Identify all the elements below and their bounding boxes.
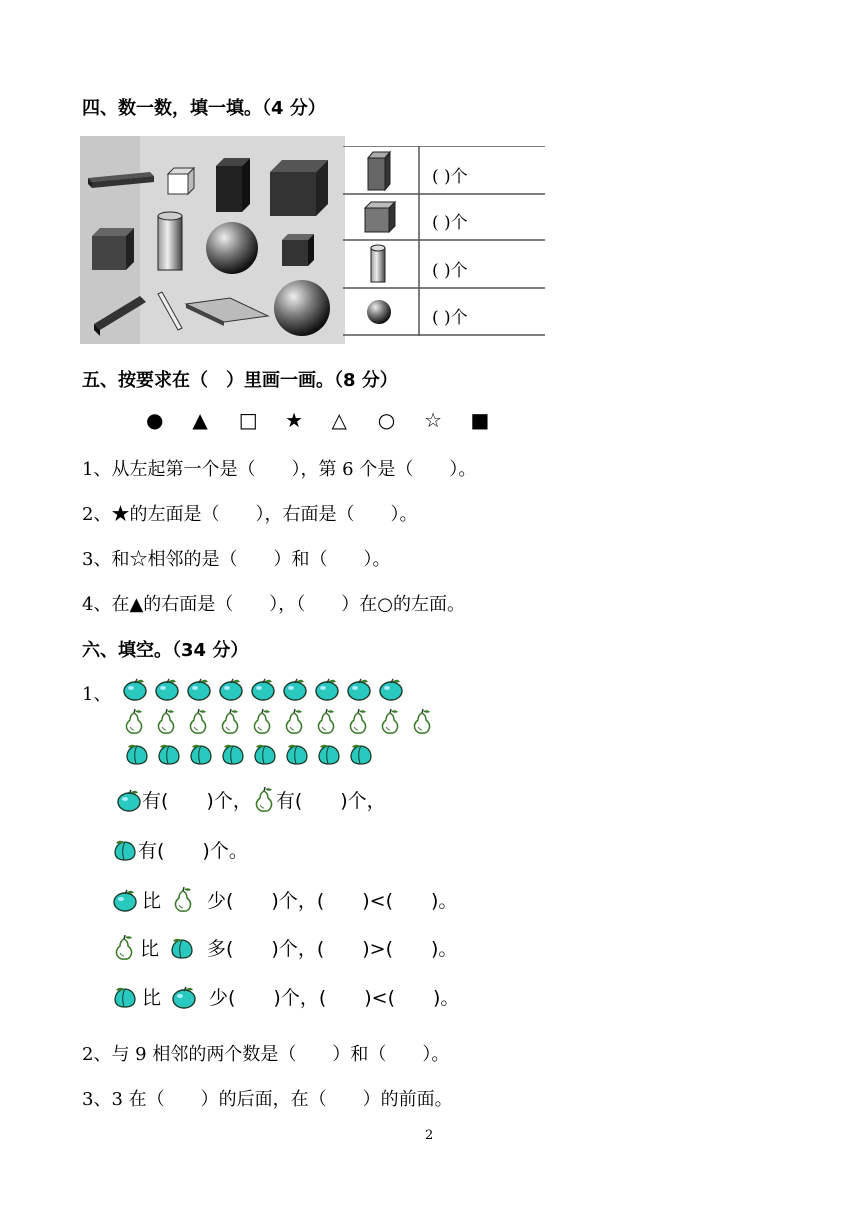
page-number: 2 xyxy=(425,1128,434,1143)
apple-icon xyxy=(122,677,148,705)
question-text: 2、★的左面是（ ），右面是（ ）。 xyxy=(82,504,418,525)
symbol: ☆ xyxy=(424,408,443,432)
pear-icon xyxy=(218,709,244,739)
compare-text[interactable]: 多( )个，( )>( )。 xyxy=(207,938,458,960)
section6-heading: 六、填空。（34 分） xyxy=(82,640,249,661)
pear-icon xyxy=(171,887,195,913)
pear-icon xyxy=(346,709,372,739)
cylinder-icon xyxy=(371,245,385,282)
compare-text[interactable]: 少( )个，( )<( )。 xyxy=(209,987,460,1009)
pear-icon xyxy=(378,709,404,739)
pear-row xyxy=(122,709,436,739)
count-blank[interactable]: ( )个 xyxy=(432,261,468,281)
peach-icon xyxy=(124,743,150,769)
symbol: ▲ xyxy=(192,408,208,432)
peach-icon xyxy=(188,743,214,769)
cuboid-icon xyxy=(368,152,390,190)
compare-line xyxy=(112,886,457,913)
symbol: ■ xyxy=(470,408,490,432)
pear-icon xyxy=(252,787,276,813)
peach-row xyxy=(124,743,374,769)
apple-icon xyxy=(154,677,180,705)
peach-icon xyxy=(156,743,182,769)
fill-text[interactable]: 有( )个， xyxy=(275,790,386,812)
question-text: 3、和☆相邻的是（ ）和（ ）。 xyxy=(82,549,391,570)
pear-icon xyxy=(314,709,340,739)
apple-icon xyxy=(282,677,308,705)
apple-icon xyxy=(250,677,276,705)
question-text: 3、3 在（ ）的后面，在（ ）的前面。 xyxy=(82,1089,453,1110)
symbol-row xyxy=(146,408,511,432)
apple-icon xyxy=(378,677,404,705)
pear-icon xyxy=(282,709,308,739)
peach-icon xyxy=(112,839,138,861)
compare-line xyxy=(112,983,459,1010)
peach-icon xyxy=(220,743,246,769)
apple-icon xyxy=(186,677,212,705)
pear-icon xyxy=(250,709,276,739)
peach-icon xyxy=(348,743,374,769)
count-blank[interactable]: ( )个 xyxy=(432,308,468,328)
symbol: △ xyxy=(331,408,347,432)
question-text: 2、与 9 相邻的两个数是（ ）和（ ）。 xyxy=(82,1044,450,1065)
fill-text[interactable]: 有( )个， xyxy=(142,790,252,812)
pear-icon xyxy=(154,709,180,739)
question-text: 4、在▲的右面是（ ），（ ）在○的左面。 xyxy=(82,594,465,615)
compare-word: 比 xyxy=(142,890,162,912)
section5-heading: 五、按要求在（ ）里画一画。（8 分） xyxy=(82,370,398,391)
fill-line xyxy=(112,836,248,863)
sphere-icon xyxy=(367,300,391,324)
compare-line xyxy=(112,934,457,961)
pear-icon xyxy=(186,709,212,739)
section4-heading: 四、数一数，填一填。（4 分） xyxy=(82,98,326,119)
peach-icon xyxy=(252,743,278,769)
apple-row xyxy=(122,677,404,705)
pear-icon xyxy=(410,709,436,739)
apple-icon xyxy=(112,888,138,912)
symbol: ★ xyxy=(285,408,304,432)
apple-icon xyxy=(346,677,372,705)
apple-icon xyxy=(116,788,142,812)
fill-text[interactable]: 有( )个。 xyxy=(138,840,248,862)
count-blank[interactable]: ( )个 xyxy=(432,167,468,187)
fill-line xyxy=(116,786,386,813)
symbol: ○ xyxy=(377,408,396,432)
pear-icon xyxy=(122,709,148,739)
peach-icon xyxy=(169,937,195,959)
apple-icon xyxy=(218,677,244,705)
symbol: ● xyxy=(146,408,164,432)
peach-icon xyxy=(316,743,342,769)
apple-icon xyxy=(171,985,197,1009)
apple-icon xyxy=(314,677,340,705)
question-number: 1、 xyxy=(82,684,112,705)
cube-icon xyxy=(365,202,395,232)
peach-icon xyxy=(112,986,138,1008)
compare-text[interactable]: 少( )个，( )<( )。 xyxy=(207,890,458,912)
symbol: □ xyxy=(238,408,258,432)
count-blank[interactable]: ( )个 xyxy=(432,213,468,233)
compare-word: 比 xyxy=(142,987,162,1009)
compare-word: 比 xyxy=(140,938,160,960)
shapes-picture xyxy=(80,136,345,344)
peach-icon xyxy=(284,743,310,769)
question-text: 1、从左起第一个是（ ），第 6 个是（ ）。 xyxy=(82,459,477,480)
pear-icon xyxy=(112,935,136,961)
